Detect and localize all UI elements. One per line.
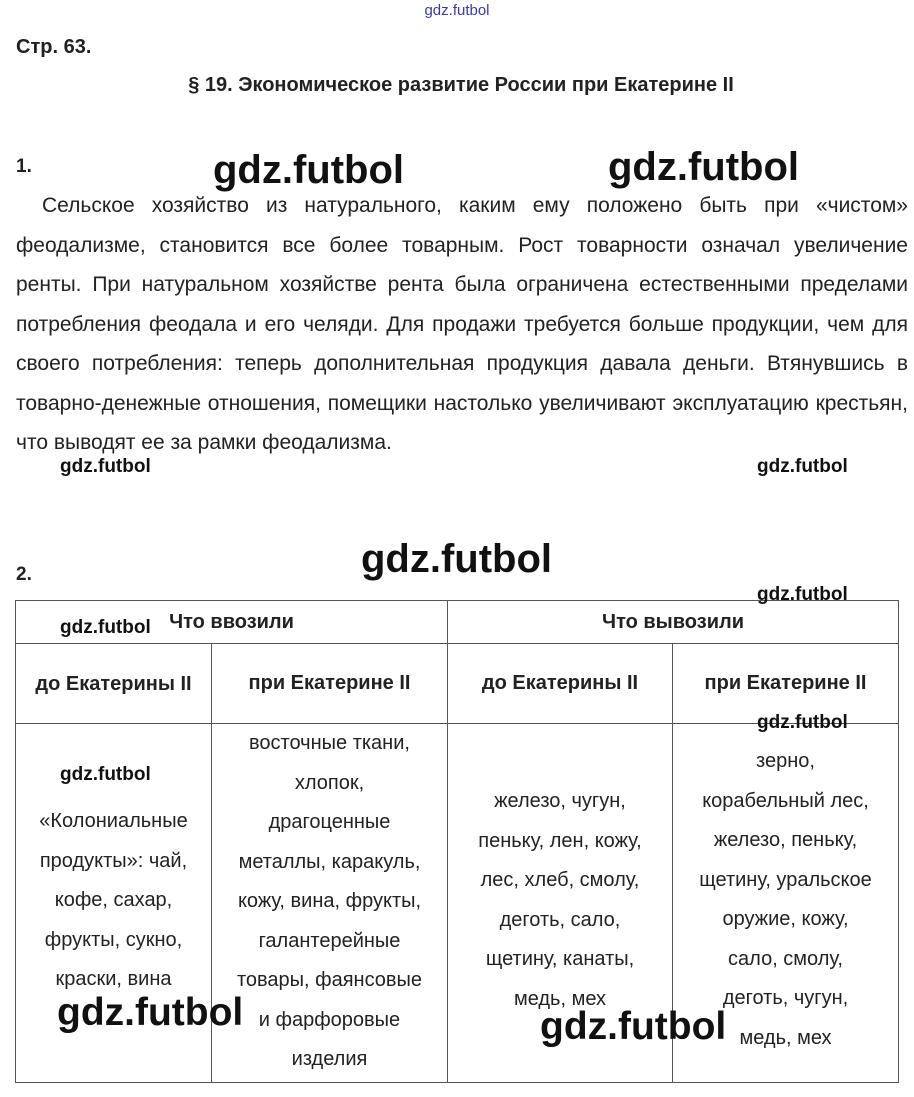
question-2-number: 2. (16, 564, 32, 585)
header-imported: Что ввозили (16, 601, 448, 644)
watermark: gdz.futbol (757, 712, 848, 733)
site-header-link[interactable]: gdz.futbol (424, 2, 490, 19)
watermark: gdz.futbol (57, 991, 244, 1034)
cell-imported-before: «Колониальные продукты»: чай, кофе, сахар, фрукты, сукно, краски, вина (16, 724, 212, 1083)
cell-imported-during: восточные ткани, хлопок, драгоценные металлы, каракуль, кожу, вина, фрукты, галантерейные товары, фаянсовые и фарфоровые изделия (212, 724, 448, 1083)
watermark: gdz.futbol (60, 617, 151, 638)
watermark: gdz.futbol (608, 145, 800, 189)
watermark: gdz.futbol (60, 764, 151, 785)
header-imported-during: при Екатерине II (212, 644, 448, 724)
watermark: gdz.futbol (540, 1005, 727, 1048)
header-exported-before: до Екатерины II (448, 644, 673, 724)
watermark: gdz.futbol (60, 456, 151, 477)
watermark: gdz.futbol (757, 456, 848, 477)
section-title: § 19. Экономическое развитие России при Екатерине II (188, 74, 734, 96)
watermark: gdz.futbol (361, 537, 553, 581)
question-1-answer (16, 186, 908, 463)
header-imported-before: до Екатерины II (16, 644, 212, 724)
question-1-text: Сельское хозяйство из натурального, каким ему положено быть при «чистом» феодализме, становится все более товарным. Рост товарности означал увеличение ренты. При натуральном хозяйстве рента была ограничена естественными пределами потребления феодала и его челяди. Для продажи требуется больше продукции, чем для своего потребления: теперь дополнительная продукция давала деньги. Втянувшись в товарно-денежные отношения, помещики настолько увеличивают эксплуатацию крестьян, что выводят ее за рамки феодализма. (16, 194, 908, 454)
cell-exported-before: железо, чугун, пеньку, лен, кожу, лес, хлеб, смолу, деготь, сало, щетину, канаты, медь, мех (448, 724, 673, 1083)
watermark: gdz.futbol (757, 584, 848, 605)
header-exported-during: при Екатерине II (673, 644, 899, 724)
page-reference: Стр. 63. (16, 36, 92, 58)
question-1-number: 1. (16, 156, 32, 177)
cell-exported-during: зерно, корабельный лес, железо, пеньку, щетину, уральское оружие, кожу, сало, смолу, деготь, чугун, медь, мех (673, 724, 899, 1083)
header-exported: Что вывозили (448, 601, 899, 644)
watermark: gdz.futbol (213, 148, 405, 192)
